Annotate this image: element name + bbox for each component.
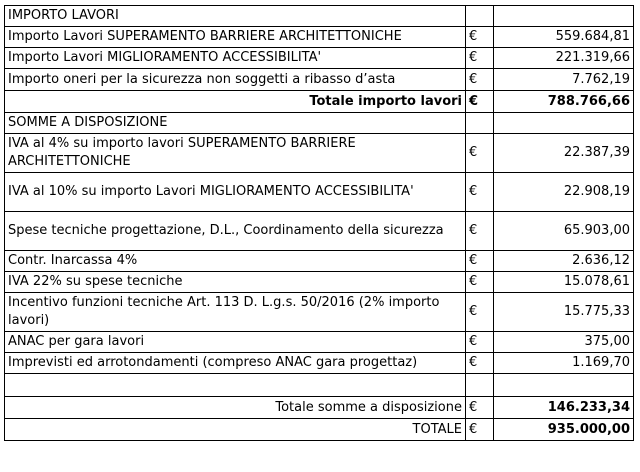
currency-symbol: € — [466, 48, 494, 69]
table-row — [5, 48, 634, 69]
currency-symbol: € — [466, 272, 494, 293]
currency-symbol: € — [466, 173, 494, 212]
currency-symbol: € — [466, 397, 494, 419]
grand-total-amount: 935.000,00 — [494, 419, 634, 441]
currency-symbol: € — [466, 332, 494, 353]
item-description: IVA al 10% su importo Lavori MIGLIORAMENTO ACCESSIBILITA' — [5, 173, 466, 212]
item-description: Importo oneri per la sicurezza non soggetti a ribasso d’asta — [5, 69, 466, 91]
grand-total-label: TOTALE — [5, 419, 466, 441]
funds-section-title: SOMME A DISPOSIZIONE — [5, 113, 466, 134]
grand-total-row — [5, 419, 634, 441]
item-description: ANAC per gara lavori — [5, 332, 466, 353]
funds-total-row — [5, 397, 634, 419]
works-total-row — [5, 91, 634, 113]
table-row — [5, 134, 634, 173]
item-amount: 221.319,66 — [494, 48, 634, 69]
blank-row — [5, 374, 634, 397]
item-description: Spese tecniche progettazione, D.L., Coordinamento della sicurezza — [5, 212, 466, 251]
table-row — [5, 251, 634, 272]
works-section-title: IMPORTO LAVORI — [5, 6, 466, 27]
item-amount: 2.636,12 — [494, 251, 634, 272]
table-row — [5, 173, 634, 212]
item-description: Incentivo funzioni tecniche Art. 113 D. L.g.s. 50/2016 (2% importo lavori) — [5, 293, 466, 332]
funds-total-label: Totale somme a disposizione — [5, 397, 466, 419]
works-total-label: Totale importo lavori — [5, 91, 466, 113]
currency-symbol: € — [466, 251, 494, 272]
item-amount: 15.078,61 — [494, 272, 634, 293]
currency-symbol: € — [466, 91, 494, 113]
item-amount: 22.908,19 — [494, 173, 634, 212]
item-description: IVA 22% su spese tecniche — [5, 272, 466, 293]
table-row — [5, 272, 634, 293]
table-row — [5, 293, 634, 332]
section-header-row — [5, 113, 634, 134]
item-amount: 22.387,39 — [494, 134, 634, 173]
item-description: Importo Lavori SUPERAMENTO BARRIERE ARCHITETTONICHE — [5, 27, 466, 48]
currency-symbol: € — [466, 212, 494, 251]
item-amount: 375,00 — [494, 332, 634, 353]
item-description: IVA al 4% su importo lavori SUPERAMENTO BARRIERE ARCHITETTONICHE — [5, 134, 466, 173]
table-row — [5, 69, 634, 91]
item-description: Imprevisti ed arrotondamenti (compreso ANAC gara progettaz) — [5, 353, 466, 374]
currency-symbol: € — [466, 134, 494, 173]
funds-total-amount: 146.233,34 — [494, 397, 634, 419]
table-row — [5, 27, 634, 48]
table-row — [5, 212, 634, 251]
item-description: Contr. Inarcassa 4% — [5, 251, 466, 272]
section-header-row — [5, 6, 634, 27]
currency-symbol: € — [466, 419, 494, 441]
budget-table — [4, 5, 634, 441]
item-amount: 7.762,19 — [494, 69, 634, 91]
item-amount: 559.684,81 — [494, 27, 634, 48]
item-amount: 65.903,00 — [494, 212, 634, 251]
item-description: Importo Lavori MIGLIORAMENTO ACCESSIBILITA' — [5, 48, 466, 69]
currency-symbol: € — [466, 293, 494, 332]
table-row — [5, 332, 634, 353]
currency-symbol: € — [466, 27, 494, 48]
works-total-amount: 788.766,66 — [494, 91, 634, 113]
table-row — [5, 353, 634, 374]
currency-symbol: € — [466, 353, 494, 374]
currency-symbol: € — [466, 69, 494, 91]
item-amount: 1.169,70 — [494, 353, 634, 374]
item-amount: 15.775,33 — [494, 293, 634, 332]
